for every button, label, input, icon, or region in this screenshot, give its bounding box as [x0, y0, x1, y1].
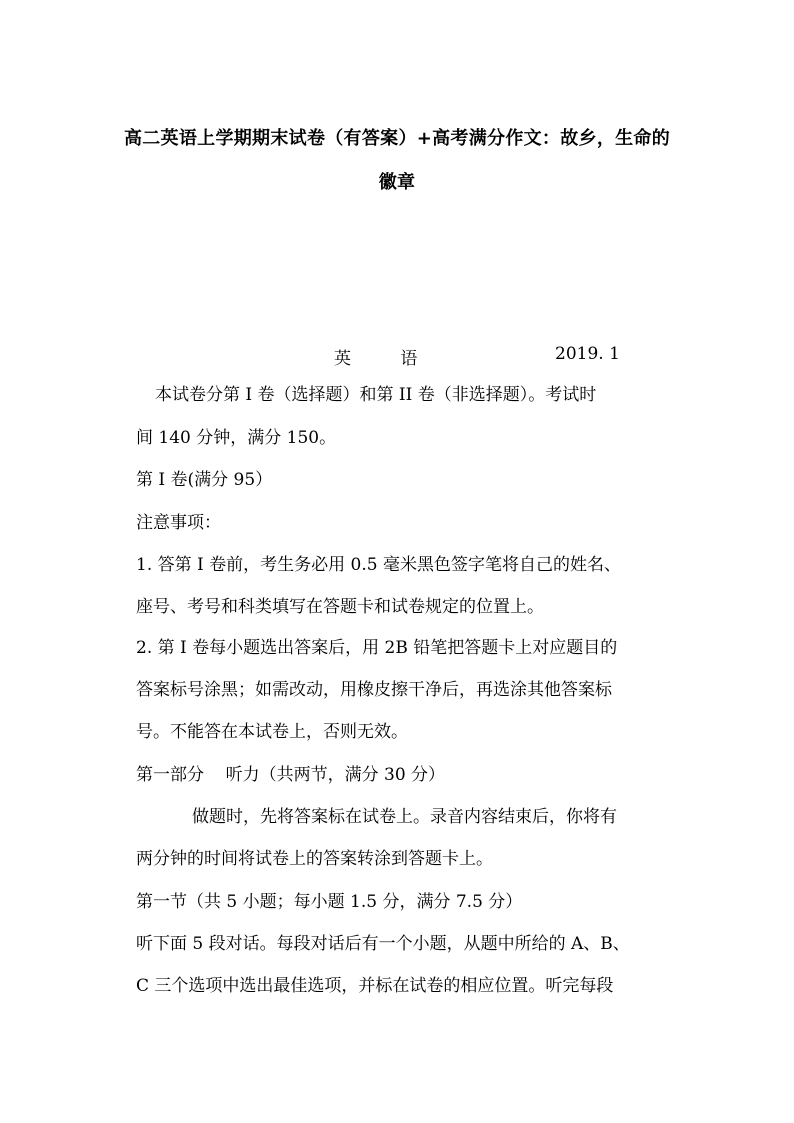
section-heading: 第 I 卷(满分 95）	[136, 470, 273, 490]
paragraph-line: 号。不能答在本试卷上，否则无效。	[136, 722, 408, 742]
paragraph-line: 两分钟的时间将试卷上的答案转涂到答题卡上。	[136, 849, 493, 869]
document-title: 高二英语上学期期末试卷（有答案）+高考满分作文：故乡，生命的	[123, 128, 671, 149]
notice-heading: 注意事项：	[136, 513, 221, 533]
document-title-continuation: 徽章	[378, 172, 416, 193]
part-heading: 第一部分 听力（共两节，满分 30 分）	[136, 765, 446, 785]
paragraph-line: 听下面 5 段对话。每段对话后有一个小题，从题中所给的 A、B、	[136, 934, 630, 954]
paragraph-line: 1. 答第 I 卷前，考生务必用 0.5 毫米黑色签字笔将自己的姓名、	[136, 555, 621, 575]
paragraph-line: 本试卷分第 I 卷（选择题）和第 II 卷（非选择题）。考试时	[155, 385, 597, 405]
paragraph-line: 答案标号涂黑；如需改动，用橡皮擦干净后，再选涂其他答案标	[136, 680, 612, 700]
paragraph-line: 间 140 分钟，满分 150。	[136, 428, 337, 448]
paragraph-line: 做题时，先将答案标在试卷上。录音内容结束后，你将有	[192, 807, 617, 827]
paragraph-line: C 三个选项中选出最佳选项，并标在试卷的相应位置。听完每段	[136, 976, 614, 996]
subject-heading: 英 语	[334, 349, 440, 369]
paragraph-line: 座号、考号和科类填写在答题卡和试卷规定的位置上。	[136, 597, 544, 617]
section-heading: 第一节（共 5 小题；每小题 1.5 分，满分 7.5 分）	[136, 892, 523, 912]
exam-date: 2019. 1	[555, 344, 620, 364]
paragraph-line: 2. 第 I 卷每小题选出答案后，用 2B 铅笔把答题卡上对应题目的	[136, 638, 618, 658]
